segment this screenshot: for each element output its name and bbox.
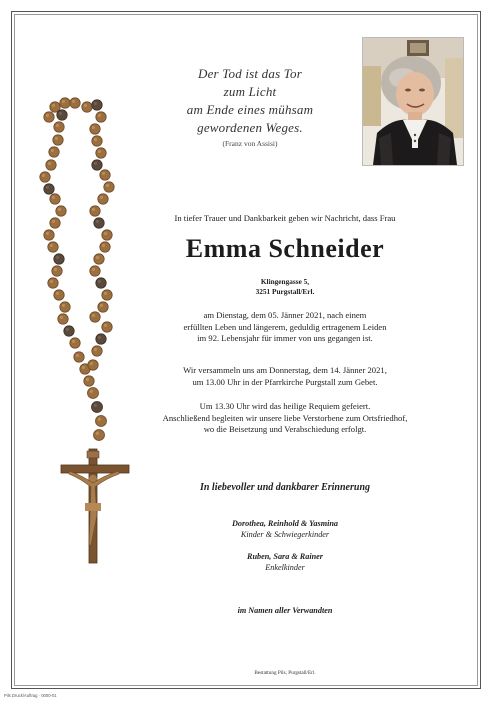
rosary-bead	[56, 206, 66, 216]
rosary-bead	[96, 278, 106, 288]
rosary-bead	[54, 122, 64, 132]
paragraph-line: Um 13.30 Uhr wird das heilige Requiem gefeiert.	[199, 401, 371, 411]
rosary-bead	[92, 402, 103, 413]
paragraph-line: erfüllten Leben und längerem, geduldig ertragenem Leiden	[183, 321, 387, 332]
rosary-bead	[94, 254, 104, 264]
family-names-children: Dorothea, Reinhold & Yasmina	[231, 519, 338, 528]
rosary-bead	[49, 147, 59, 157]
quote-line-2: zum Licht	[223, 84, 277, 99]
rosary-bead	[98, 194, 108, 204]
address-line-2: 3251 Purgstall/Erl.	[255, 287, 315, 296]
rosary-bead	[94, 430, 105, 441]
rosary-bead	[60, 98, 70, 108]
rosary-bead	[44, 230, 54, 240]
rosary-bead	[44, 184, 54, 194]
rosary-bead	[64, 326, 74, 336]
address-line-1: Klingengasse 5,	[260, 277, 310, 286]
rosary-bead	[96, 416, 107, 427]
rosary-bead	[96, 148, 106, 158]
rosary-bead	[90, 206, 100, 216]
rosary-bead	[54, 290, 64, 300]
rosary-bead	[70, 338, 80, 348]
rosary-bead	[96, 334, 106, 344]
rosary-bead	[58, 314, 68, 324]
rosary-bead	[88, 360, 98, 370]
rosary-bead	[50, 194, 60, 204]
rosary-bead	[84, 376, 94, 386]
rosary-bead	[50, 218, 60, 228]
funeral-home-footer: Bestattung Pils, Purgstall/Erl.	[254, 670, 316, 676]
death-notice-paragraph	[110, 310, 460, 345]
quote-line-3: am Ende eines mühsam	[186, 102, 314, 117]
rosary-bead	[48, 278, 58, 288]
relatives-line: im Namen aller Verwandten	[237, 606, 333, 615]
print-stamp: Pils Druck/Auftrag · 0000-01	[4, 693, 57, 698]
rosary-bead	[100, 170, 110, 180]
rosary-bead	[96, 112, 106, 122]
rosary-bead	[100, 242, 110, 252]
quote-line-4: gewordenen Weges.	[197, 120, 303, 135]
rosary-bead	[88, 388, 99, 399]
prayer-paragraph	[110, 365, 460, 388]
family-relation-grandchildren: Enkelkinder	[265, 563, 305, 572]
rosary-bead	[94, 218, 104, 228]
requiem-paragraph	[110, 401, 460, 436]
rosary-bead	[52, 266, 62, 276]
rosary-bead	[70, 98, 80, 108]
rosary-bead	[92, 100, 102, 110]
rosary-bead	[90, 266, 100, 276]
rosary-bead	[104, 182, 114, 192]
rosary-bead	[40, 172, 50, 182]
rosary-bead	[92, 160, 102, 170]
rosary-bead	[98, 302, 108, 312]
paragraph-line: um 13.00 Uhr in der Pfarrkirche Purgstall zum Gebet.	[192, 376, 378, 387]
rosary-bead	[92, 136, 102, 146]
family-relation-children: Kinder & Schwiegerkinder	[240, 530, 330, 539]
rosary-bead	[102, 290, 112, 300]
intro-text: In tiefer Trauer und Dankbarkeit geben wir Nachricht, dass Frau	[174, 213, 396, 223]
family-names-grandchildren: Ruben, Sara & Rainer	[247, 552, 323, 561]
rosary-bead	[57, 110, 67, 120]
paragraph-line: Anschließend begleiten wir unsere liebe Verstorbene zum Ortsfriedhof,	[162, 412, 408, 423]
paragraph-line: im 92. Lebensjahr für immer von uns gegangen ist.	[197, 333, 373, 344]
paragraph-line: am Dienstag, dem 05. Jänner 2021, nach einem	[203, 310, 367, 320]
rosary-bead	[102, 230, 112, 240]
rosary-bead	[46, 160, 56, 170]
paragraph-line: wo die Beisetzung und Verabschiedung erfolgt.	[203, 424, 367, 435]
rosary-bead	[48, 242, 58, 252]
quote-line-1: Der Tod ist das Tor	[198, 66, 302, 81]
rosary-bead	[54, 254, 64, 264]
rosary-bead	[90, 124, 100, 134]
crucifix	[61, 449, 129, 563]
paragraph-line: Wir versammeln uns am Donnerstag, dem 14. Jänner 2021,	[183, 365, 387, 375]
memory-heading: In liebevoller und dankbarer Erinnerung	[199, 482, 371, 493]
rosary-bead	[92, 346, 102, 356]
rosary-bead	[74, 352, 84, 362]
rosary-bead	[44, 112, 54, 122]
rosary-bead	[53, 135, 63, 145]
rosary-bead	[82, 102, 92, 112]
portrait-photo	[362, 37, 464, 166]
rosary-bead	[90, 312, 100, 322]
deceased-name: Emma Schneider	[185, 234, 385, 263]
rosary-bead	[60, 302, 70, 312]
quote-author: (Franz von Assisi)	[222, 139, 278, 148]
